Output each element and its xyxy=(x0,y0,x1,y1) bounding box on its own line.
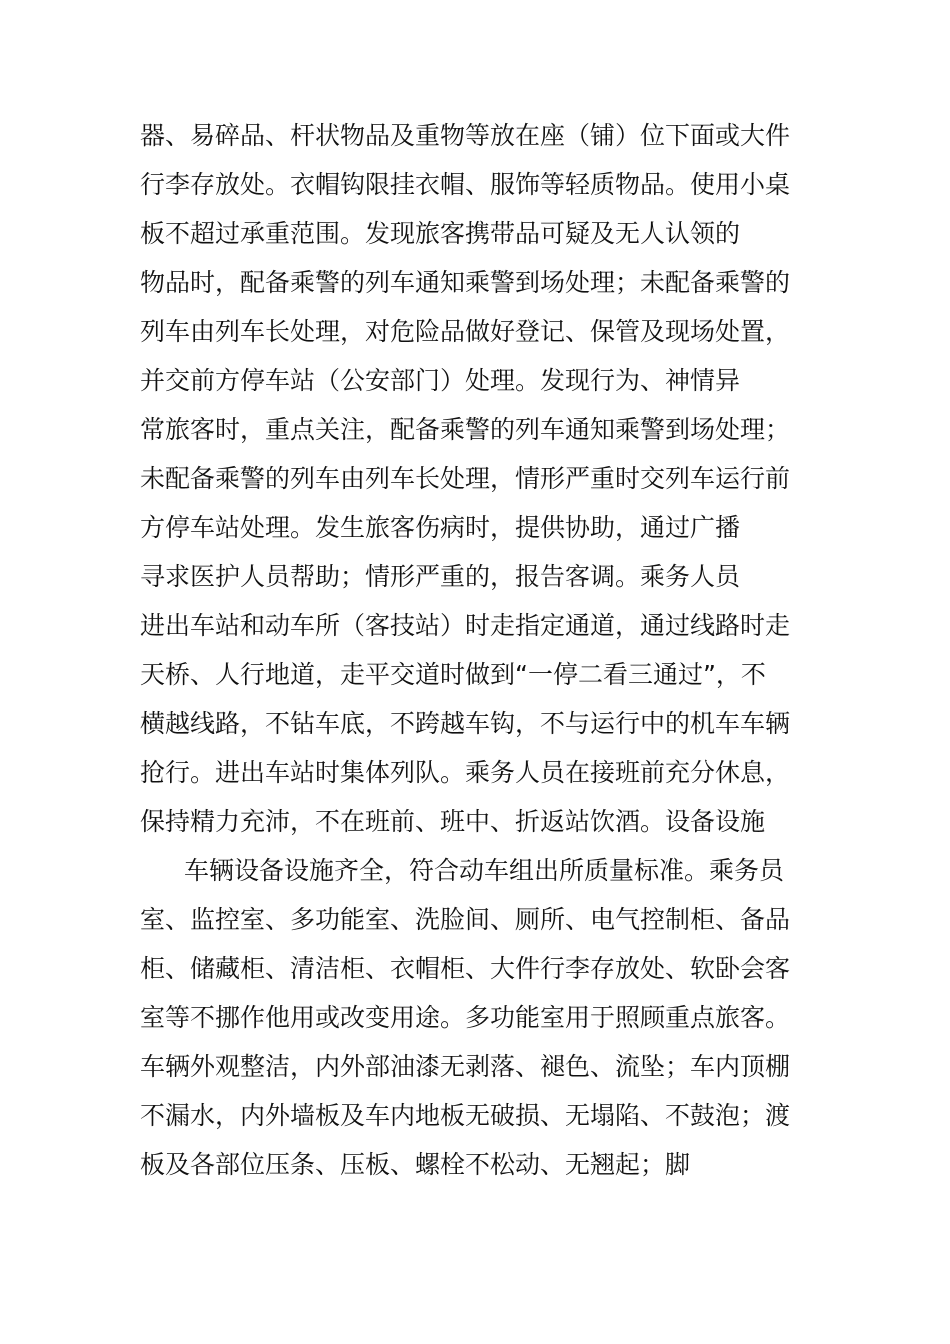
text-line: 板及各部位压条、压板、螺栓不松动、无翘起；脚 xyxy=(140,1150,691,1179)
text-line: 寻求医护人员帮助；情形严重的，报告客调。乘务人员 xyxy=(140,562,741,591)
paragraph-start-line: 车辆设备设施齐全，符合动车组出所质量标准。乘务员 xyxy=(184,856,785,885)
text-line: 车辆外观整洁，内外部油漆无剥落、褪色、流坠；车内顶棚 xyxy=(140,1052,791,1081)
text-line: 常旅客时，重点关注，配备乘警的列车通知乘警到场处理； xyxy=(140,415,791,444)
text-line: 不漏水，内外墙板及车内地板无破损、无塌陷、不鼓泡；渡 xyxy=(140,1101,791,1130)
text-line: 并交前方停车站（公安部门）处理。发现行为、神情异 xyxy=(140,366,741,395)
text-line: 器、易碎品、杆状物品及重物等放在座（铺）位下面或大件 xyxy=(140,121,791,150)
text-line: 室、监控室、多功能室、洗脸间、厕所、电气控制柜、备品 xyxy=(140,905,791,934)
text-line: 行李存放处。衣帽钩限挂衣帽、服饰等轻质物品。使用小桌 xyxy=(140,170,791,199)
body-text xyxy=(140,111,820,1189)
text-line: 板不超过承重范围。发现旅客携带品可疑及无人认领的 xyxy=(140,219,741,248)
text-line: 保持精力充沛，不在班前、班中、折返站饮酒。设备设施 xyxy=(140,807,766,836)
text-line: 柜、储藏柜、清洁柜、衣帽柜、大件行李存放处、软卧会客 xyxy=(140,954,791,983)
text-line: 室等不挪作他用或改变用途。多功能室用于照顾重点旅客。 xyxy=(140,1003,791,1032)
text-line: 物品时，配备乘警的列车通知乘警到场处理；未配备乘警的 xyxy=(140,268,791,297)
text-line: 方停车站处理。发生旅客伤病时，提供协助，通过广播 xyxy=(140,513,741,542)
text-line: 抢行。进出车站时集体列队。乘务人员在接班前充分休息， xyxy=(140,758,791,787)
text-line: 进出车站和动车所（客技站）时走指定通道，通过线路时走 xyxy=(140,611,791,640)
text-line: 未配备乘警的列车由列车长处理，情形严重时交列车运行前 xyxy=(140,464,791,493)
text-line: 横越线路，不钻车底，不跨越车钩，不与运行中的机车车辆 xyxy=(140,709,791,738)
text-line: 列车由列车长处理，对危险品做好登记、保管及现场处置， xyxy=(140,317,791,346)
text-line: 天桥、人行地道，走平交道时做到“一停二看三通过”，不 xyxy=(140,660,766,689)
